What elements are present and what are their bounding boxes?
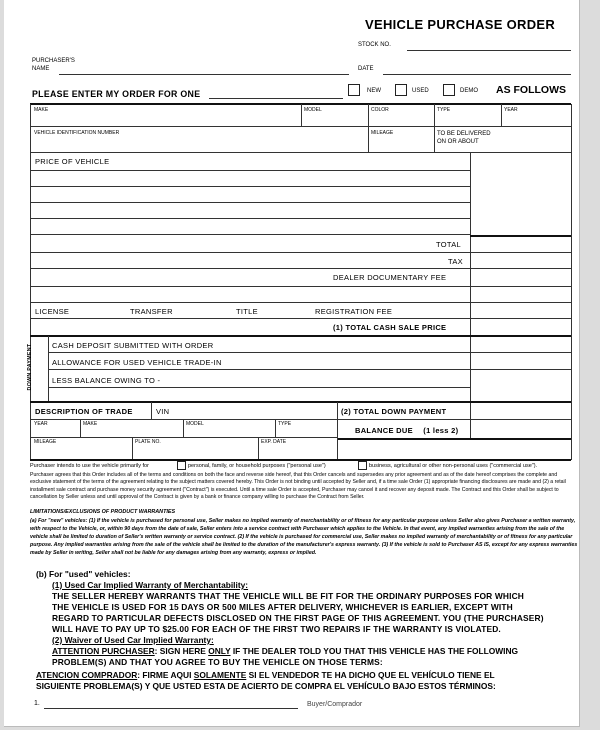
tax-row [30,268,571,269]
subtotal-rule [470,235,571,237]
personal-use-label: personal, family, or household purposes ("personal use") [188,463,326,469]
order-line[interactable] [209,98,343,99]
item-number: 1. [34,700,40,707]
trade-col-balance [337,420,338,438]
as-follows-text: AS FOLLOWS [496,84,566,96]
new-checkbox[interactable] [348,84,360,96]
grid-left-rule [30,104,31,460]
new-vehicle-warranty: (a) For "new" vehicles: (1) If the vehicle is purchased for personal use, Seller makes no implied warranty of merchantability or of fitness for any particular purpose unless Seller also gives Purchaser a written warranty, with respect to the Vehicle, or, within 90 days from the date of sale, Seller enters into a service contract with Purchaser which applies to the Vehicle. In that event, any implied warranties arising from the sale of the vehicle shall be limited to duration of Seller's written warranty or service contract. (2) If the vehicle is purchased for commercial use, Seller makes no implied warranty of merchantability or of fitness for any particular purpose. Any implied warranties arising from the sale of the vehicle shall be limited to the duration of the manufacturer's express warranty. (3) If the vehicle is sold to Purchaser AS IS, except for any express warranties made by Seller in writing, Seller shall not be liable for any damages arising from any warranty, express or implied. [30,518,578,556]
tax-label: TAX [448,257,463,266]
commercial-use-checkbox[interactable] [358,461,367,470]
trade-details-row [30,437,338,438]
grid-bottom-rule [30,459,571,461]
used-checkbox[interactable] [395,84,407,96]
trade-col-rule [151,402,152,419]
terms-paragraph: Purchaser agrees that this Order includes all of the terms and conditions on both the face and reverse side hereof, that this Order cancels and supersedes any prior agreement and as of the date hereof comprises the complete and exclusive statement of the terms of the agreement relating to the subject matters covered hereby. This Order is not binding until accepted by Seller and, if a time sale Order (1) appropriate financing disclosures are made and (2) a retail installment sale contract and purchase money security agreement ("Contract") is executed. Until a time sale Order is accepted, Purchaser may cancel it and recover any deposit made. The Contract and this Order shall be subject to cancellation by Seller unless and until approval of the Contract is given by a bank or finance company willing to purchase the Contract from Seller. [30,472,566,500]
down-payment-rule [30,401,571,403]
trade-plate-label: PLATE NO. [135,439,161,445]
date-field[interactable] [383,74,571,75]
new-label: NEW [367,88,381,94]
price-of-vehicle-label: PRICE OF VEHICLE [35,157,110,166]
trade-mileage-label: MILEAGE [34,439,57,445]
date-label: DATE [358,66,374,72]
used-label: USED [412,88,429,94]
trade-col-plate [132,438,133,460]
trade-vin-label: VIN [156,407,170,416]
purchase-order-page [4,0,580,727]
trade-make-label: MAKE [83,421,98,427]
attention-line [52,646,518,657]
registration-fee-label: REGISTRATION FEE [315,307,393,316]
stock-no-label: STOCK NO. [358,42,391,48]
grid-row-1 [30,126,571,127]
balance-due-text: BALANCE DUE [355,426,413,435]
fees-top-row [30,302,571,303]
allowance-row [48,369,571,370]
attention-sign-here: : SIGN HERE [154,646,209,656]
price-row-3 [30,202,471,203]
implied-warranty-heading: (1) Used Car Implied Warranty of Merchantability: [52,580,249,590]
enter-order-text: PLEASE ENTER MY ORDER FOR ONE [32,89,201,99]
purchaser-name-field[interactable] [59,74,349,75]
commercial-use-label: business, agricultural or other non-personal uses ("commercial use"). [369,463,538,469]
doc-fee-row [30,286,571,287]
down-payment-label: DOWN PAYMENT [27,343,33,391]
atencion-solamente: SOLAMENTE [193,670,247,680]
trade-col-type [275,420,276,438]
siguiente-line: SIGUIENTE PROBLEMA(S) Y QUE USTED ESTA DE ACIERTO DE COMPRA EL VEHÍCULO BAJO ESTOS TÉRMINOS: [36,681,496,691]
trade-row [30,419,571,420]
implied-line-1: THE SELLER HEREBY WARRANTS THAT THE VEHICLE WILL BE FIT FOR THE ORDINARY PURPOSES FOR WHICH [52,591,524,601]
cash-deposit-row [48,352,571,353]
make-label: MAKE [34,107,49,113]
allowance-label: ALLOWANCE FOR USED VEHICLE TRADE-IN [52,358,222,367]
stock-no-field[interactable] [407,50,571,51]
title-fee-label: TITLE [236,307,258,316]
year-label: YEAR [504,107,518,113]
color-label: COLOR [371,107,389,113]
purchaser-name-label-2: NAME [32,66,50,72]
trade-exp-label: EXP. DATE [261,439,287,445]
trade-type-label: TYPE [278,421,292,427]
trade-col-model [183,420,184,438]
personal-use-checkbox[interactable] [177,461,186,470]
grid-col-model [301,104,302,126]
grid-right-rule [571,104,572,460]
grid-col-year [501,104,502,126]
type-label: TYPE [437,107,451,113]
cash-deposit-label: CASH DEPOSIT SUBMITTED WITH ORDER [52,341,214,350]
grid-col-type [434,104,435,152]
trade-col-exp [258,438,259,460]
license-label: LICENSE [35,307,70,316]
atencion-label: ATENCION COMPRADOR [36,670,138,680]
mileage-label: MILEAGE [371,130,394,136]
problem-description-field[interactable] [44,708,298,709]
atencion-rest: SI EL VENDEDOR TE HA DICHO QUE EL VEHÍCULO TIENE EL [246,670,495,680]
implied-line-2: THE VEHICLE IS USED FOR 15 DAYS OR 500 MILES AFTER DELIVERY, WHICHEVER IS EARLIER, EXCEPT WITH [52,602,513,612]
grid-col-color [368,104,369,152]
total-down-label: (2) TOTAL DOWN PAYMENT [341,407,447,416]
demo-label: DEMO [460,88,478,94]
vin-label: VEHICLE IDENTIFICATION NUMBER [34,130,120,136]
balance-rule [337,438,571,440]
trade-col-make [80,420,81,438]
less-balance-label: LESS BALANCE OWING TO - [52,376,161,385]
price-row-4 [30,218,471,219]
delivery-label-2: ON OR ABOUT [437,139,479,145]
less-balance-row [48,387,471,388]
balance-formula: (1 less 2) [423,426,459,435]
problems-line: PROBLEM(S) AND THAT YOU AGREE TO BUY THE VEHICLE ON THOSE TERMS: [52,657,383,667]
attention-only: ONLY [208,646,231,656]
form-title: VEHICLE PURCHASE ORDER [365,17,556,32]
fees-row [30,318,571,319]
trade-year-label: YEAR [34,421,48,427]
price-row-1 [30,170,471,171]
trade-col-end [337,438,338,460]
total-row [30,252,571,253]
buyer-signature-label: Buyer/Comprador [307,701,363,708]
use-intro: Purchaser intends to use the vehicle primarily for [30,463,149,469]
price-row-2 [30,186,471,187]
trade-model-label: MODEL [186,421,204,427]
attention-label: ATTENTION PURCHASER [52,646,155,656]
balance-due-label [355,426,458,435]
transfer-label: TRANSFER [130,307,173,316]
delivery-label-1: TO BE DELIVERED [437,131,491,137]
price-row-5 [30,234,471,235]
demo-checkbox[interactable] [443,84,455,96]
atencion-firme: : FIRME AQUI [137,670,194,680]
trade-col-rule-2 [337,402,338,419]
total-label: TOTAL [436,240,461,249]
atencion-line [36,670,495,681]
amount-col-rule [470,153,471,438]
limitations-heading: LIMITATIONS/EXCLUSIONS OF PRODUCT WARRANTIES [30,509,176,515]
model-label: MODEL [304,107,322,113]
description-trade-label: DESCRIPTION OF TRADE [35,407,133,416]
used-heading: (b) For "used" vehicles: [36,569,131,579]
implied-line-4: WILL HAVE TO PAY UP TO $25.00 FOR EACH OF THE FIRST TWO REPAIRS IF THE WARRANTY IS VIOLATED. [52,624,501,634]
cash-total-rule [30,335,571,337]
purchaser-name-label: PURCHASER'S [32,58,75,64]
grid-row-2 [30,152,571,153]
total-cash-label: (1) TOTAL CASH SALE PRICE [333,323,447,332]
waiver-heading: (2) Waiver of Used Car Implied Warranty: [52,635,214,645]
doc-fee-label: DEALER DOCUMENTARY FEE [333,273,447,282]
attention-rest: IF THE DEALER TOLD YOU THAT THIS VEHICLE HAS THE FOLLOWING [230,646,519,656]
implied-line-3: REGARD TO PARTICULAR DEFECTS DISCLOSED ON THE FIRST PAGE OF THIS AGREEMENT. YOU (THE PURCHASER) [52,613,544,623]
